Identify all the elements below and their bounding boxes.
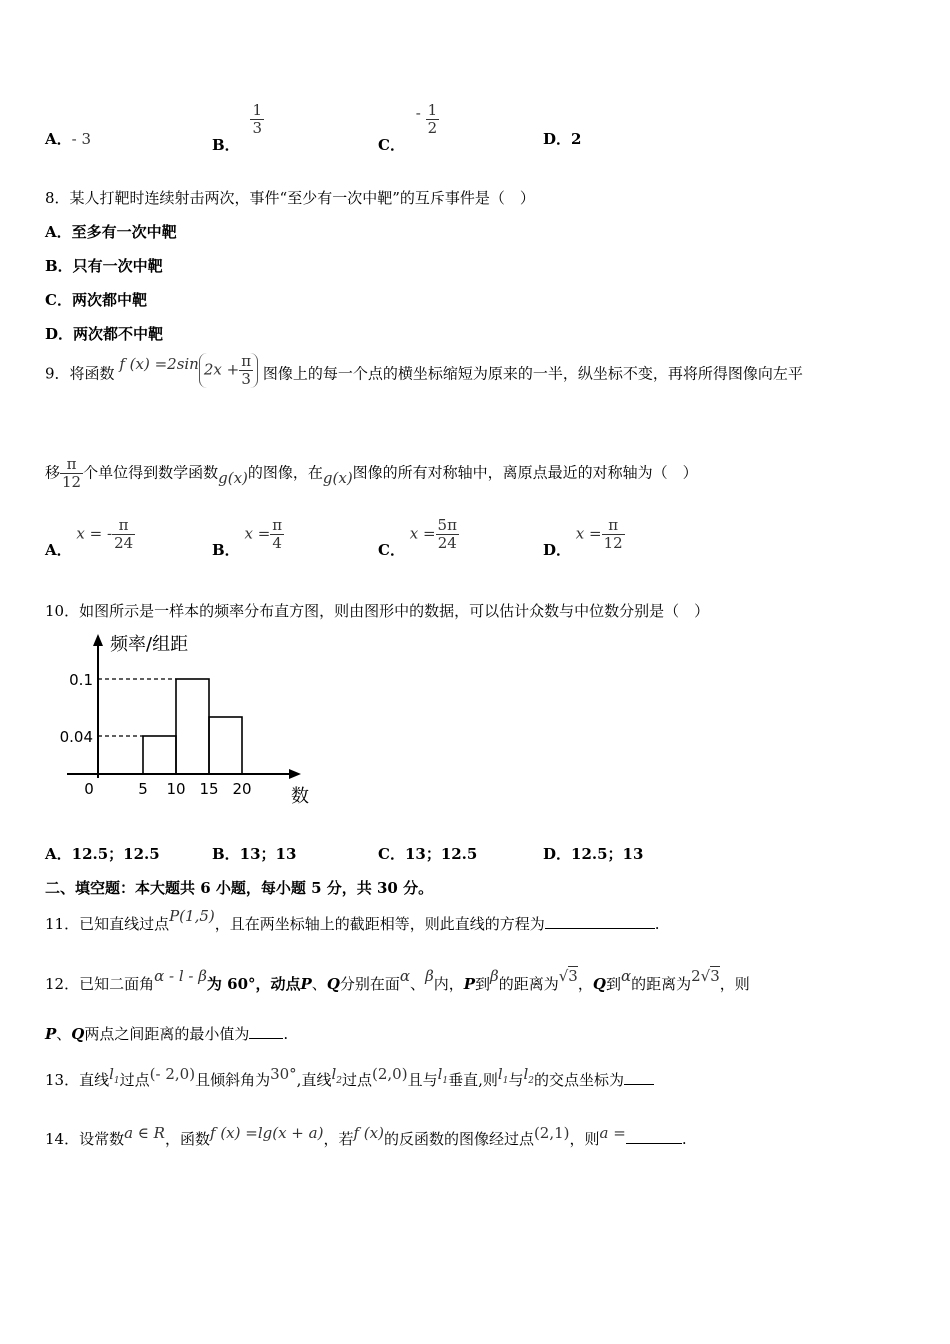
q10-option-c: C．13；12.5 (378, 845, 478, 863)
q9-option-c: C． x = $\frac{5\pi}{24}$ (378, 516, 457, 559)
section-2-heading: 二、填空题：本大题共 6 小题，每小题 5 分，共 30 分。 (45, 879, 434, 897)
q10-option-d: D．12.5；13 (543, 845, 644, 863)
histogram-bar (143, 736, 176, 774)
q9-option-d: D． x = $\frac{\pi}{12}$ (543, 516, 623, 559)
q8-option-b: B．只有一次中靶 (45, 257, 163, 275)
q11-answer-blank[interactable] (545, 914, 655, 929)
histogram-chart (45, 628, 310, 808)
q13-answer-blank[interactable] (624, 1070, 654, 1085)
histogram-axes (67, 634, 301, 779)
y-tick-label: 0.1 (69, 671, 93, 689)
histogram-bar (176, 679, 209, 774)
q8-stem: 8．某人打靶时连续射击两次，事件“至少有一次中靶”的互斥事件是（ ） (45, 189, 535, 207)
y-tick-label: 0.04 (59, 728, 93, 746)
y-axis-arrow (93, 634, 103, 646)
x-tick-label: 15 (199, 780, 219, 798)
q13: 13．直线$l_1$过点(- 2,0)且倾斜角为30°,直线$l_2$过点(2,0)且与$l_1$垂直,则$l_1$与$l_2$的交点坐标为 (45, 1069, 654, 1092)
x-tick-label: 10 (166, 780, 186, 798)
q7-option-a: A．- 3 (45, 130, 92, 148)
q10-stem: 10．如图所示是一样本的频率分布直方图，则由图形中的数据，可以估计众数与中位数分别是（ ） (45, 602, 710, 620)
q9-line2: 移 $\frac{\pi}{12}$ 个单位得到数学函数g(x)的图像，在g(x)图像的所有对称轴中，离原点最近的对称轴为（ ） (45, 455, 698, 491)
q8-option-c: C．两次都中靶 (45, 291, 147, 309)
q9-option-b: B． x = $\frac{\pi}{4}$ (212, 516, 283, 559)
q7-option-b: B． $\frac{1}{3}$ (212, 101, 263, 154)
x-tick-label: 5 (138, 780, 148, 798)
q7-option-d: D．2 (543, 130, 582, 148)
origin-label: 0 (84, 780, 94, 798)
q11: 11．已知直线过点P(1,5)，且在两坐标轴上的截距相等，则此直线的方程为 . (45, 907, 660, 933)
q14: 14．设常数a ∈ R，函数f (x) =lg(x + a)，若f (x)的反函数的图像经过点(2,1)，则a = . (45, 1124, 687, 1148)
q10-option-b: B．13；13 (212, 845, 297, 863)
x-axis-arrow (289, 769, 301, 779)
q7-option-c: C． - $\frac{1}{2}$ (378, 101, 438, 154)
q9-option-a: A． x = - $\frac{\pi}{24}$ (45, 516, 134, 559)
histogram-bar (209, 717, 242, 774)
q12-line2: P、Q两点之间距离的最小值为 . (45, 1025, 289, 1043)
q12-line1: 12．已知二面角α - l - β为 60°，动点P、Q分别在面α、β内，P到β的距离为√3，Q到α的距离为2√3，则 (45, 967, 750, 993)
q8-option-a: A．至多有一次中靶 (45, 223, 177, 241)
histogram-bars (98, 679, 242, 774)
q12-answer-blank[interactable] (249, 1024, 283, 1039)
x-tick-label: 20 (232, 780, 252, 798)
q8-option-d: D．两次都不中靶 (45, 325, 164, 343)
q14-answer-blank[interactable] (626, 1129, 682, 1144)
q10-option-a: A．12.5；12.5 (45, 845, 160, 863)
q9-line1: 9．将函数 f (x) =2sin 2x + $\frac{\pi}{3}$ 图像上的每一个点的横坐标缩短为原来的一半，纵坐标不变，再将所得图像向左平 (45, 352, 803, 388)
y-axis-title: 频率/组距 (110, 634, 189, 655)
x-axis-title: 数 (291, 786, 309, 807)
